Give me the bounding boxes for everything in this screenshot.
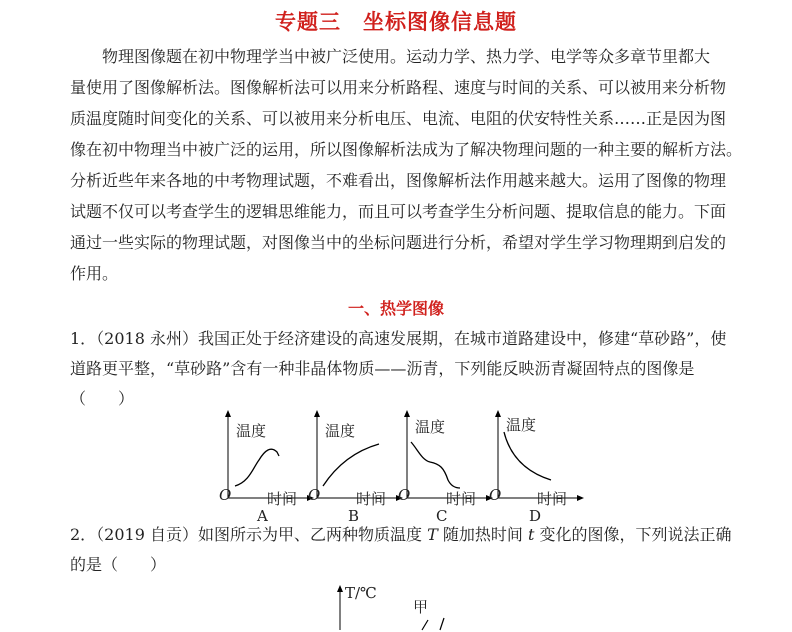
intro-line: 像在初中物理当中被广泛的运用，所以图像解析法成为了解决物理问题的一种主要的解析方法。 — [70, 140, 743, 159]
graph-x-label: 时间 — [446, 490, 477, 508]
intro-line: 物理图像题在初中物理学当中被广泛使用。运动力学、热力学、电学等众多章节里都大 — [102, 47, 711, 66]
graph-x-label: 时间 — [267, 490, 298, 508]
graph-origin: O — [308, 486, 321, 504]
question-2 — [70, 520, 730, 580]
intro-line: 通过一些实际的物理试题，对图像当中的坐标问题进行分析，希望对学生学习物理期到启发的 — [70, 233, 727, 252]
time-symbol: t — [527, 525, 535, 544]
graph-caption: C — [436, 507, 448, 525]
page-title: 专题三 坐标图像信息题 — [275, 9, 517, 34]
q2-figure-curve — [418, 612, 458, 632]
question-text-part: 变化的图像，下列说法正确 — [534, 525, 732, 544]
graph-caption: B — [348, 507, 360, 525]
graph-y-label: 温度 — [236, 422, 267, 440]
graph-caption: A — [257, 507, 268, 525]
intro-line: 试题不仅可以考查学生的逻辑思维能力，而且可以考查学生分析问题、提取信息的能力。下面 — [70, 202, 727, 221]
graph-caption: D — [529, 507, 542, 525]
q2-figure-series-label: 甲 — [413, 598, 429, 616]
question-1 — [70, 324, 730, 414]
graph-origin: O — [219, 486, 232, 504]
intro-line: 质温度随时间变化的关系、可以被用来分析电压、电流、电阻的伏安特性关系……正是因为图 — [70, 109, 727, 128]
section-heading: 一、热学图像 — [347, 299, 444, 318]
question-text: 道路更平整，“草砂路”含有一种非晶体物质——沥青，下列能反映沥青凝固特点的图像是 — [70, 359, 695, 378]
intro-line: 分析近些年来各地的中考物理试题，不难看出，图像解析法作用越来越大。运用了图像的物理 — [70, 171, 727, 190]
question-text-part: 2．（2019 自贡）如图所示为甲、乙两种物质温度 — [70, 525, 428, 544]
graph-y-label: 温度 — [506, 416, 537, 434]
answer-blank: （ ） — [70, 389, 135, 408]
graph-origin: O — [489, 486, 502, 504]
answer-blank: 的是（ ） — [70, 555, 167, 574]
question-text: 1．（2018 永州）我国正处于经济建设的高速发展期，在城市道路建设中，修建“草砂路”，使 — [70, 329, 727, 348]
graph-origin: O — [398, 486, 411, 504]
graph-y-label: 温度 — [325, 422, 356, 440]
intro-paragraph — [70, 41, 743, 289]
graph-d — [475, 408, 650, 525]
intro-line: 作用。 — [70, 264, 119, 283]
intro-line: 量使用了图像解析法。图像解析法可以用来分析路程、速度与时间的关系、可以被用来分析物 — [70, 78, 727, 97]
graph-y-label: 温度 — [415, 418, 446, 436]
graph-x-label: 时间 — [356, 490, 387, 508]
question-text-part: 随加热时间 — [437, 525, 528, 544]
question-text — [70, 520, 730, 550]
graph-x-label: 时间 — [537, 490, 568, 508]
temperature-symbol: T — [427, 525, 438, 544]
q2-figure-y-label: T/℃ — [345, 584, 377, 602]
